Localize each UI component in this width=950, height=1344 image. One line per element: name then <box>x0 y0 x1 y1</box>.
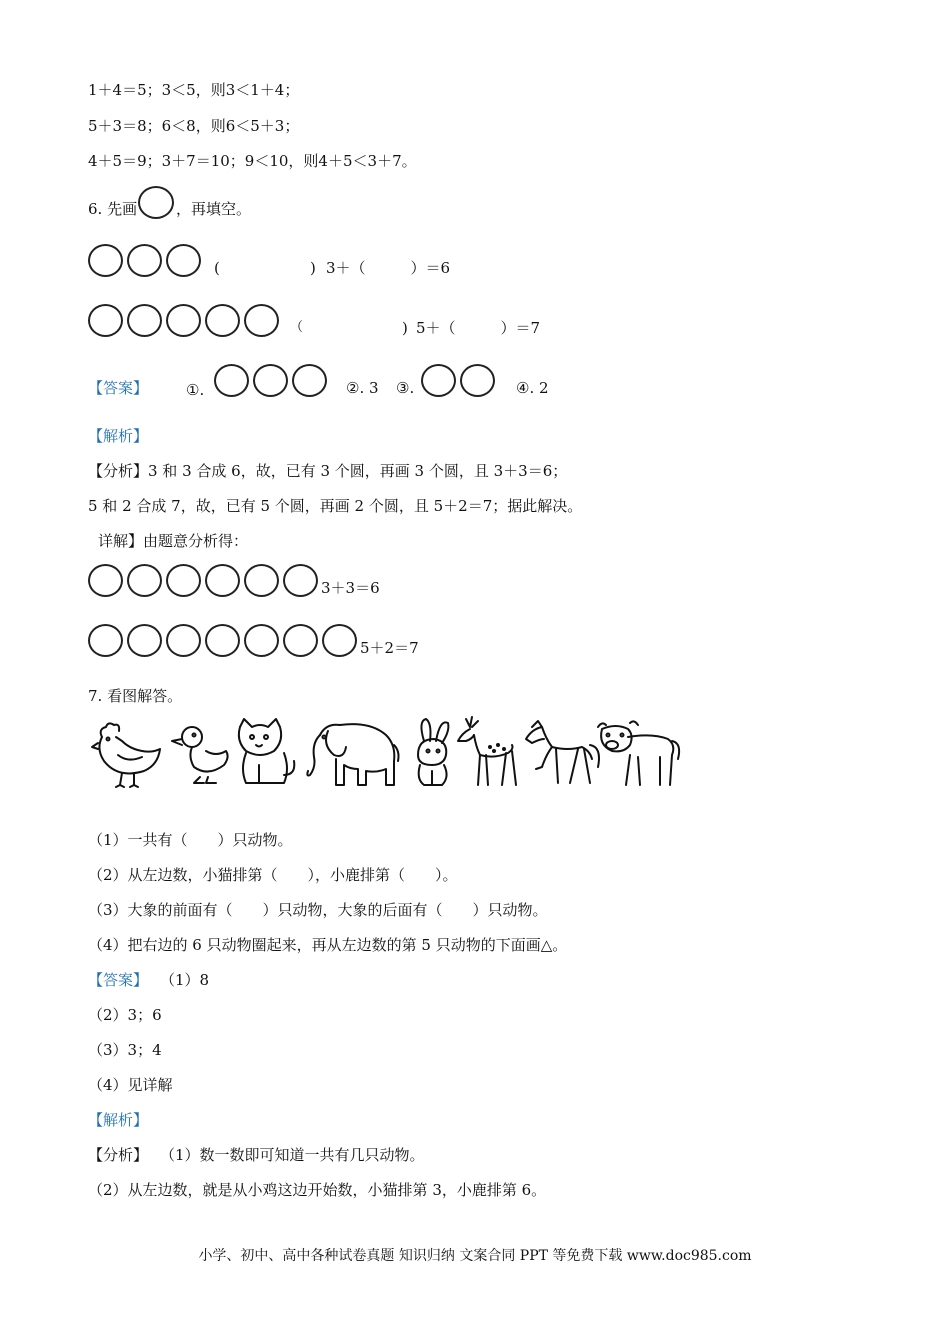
circle-shape-icon <box>166 624 201 657</box>
circle-shape-icon <box>88 304 123 337</box>
solution-line-3: 4＋5＝9；3＋7＝10；9＜10，则4＋5＜3＋7。 <box>88 152 417 170</box>
analysis-tag: 【分析】 <box>88 1146 149 1164</box>
circle-shape-icon <box>292 364 327 397</box>
elephant-icon <box>307 724 398 785</box>
circle-shape-icon <box>205 564 240 597</box>
circle-shape-icon <box>205 304 240 337</box>
analysis-line-2: 5 和 2 合成 7，故，已有 5 个圆，再画 2 个圆，且 5＋2＝7；据此解决。 <box>88 497 583 515</box>
solution-line-1: 1＋4＝5；3＜5，则3＜1＋4； <box>88 81 300 99</box>
q7-question-3: （3）大象的前面有（ ）只动物，大象的后面有（ ）只动物。 <box>88 901 548 919</box>
circle-shape-icon <box>460 364 495 397</box>
q7-question-4: （4）把右边的 6 只动物圈起来，再从左边数的第 5 只动物的下面画△。 <box>88 936 568 954</box>
chicken-icon <box>92 723 160 787</box>
q7-analysis-1: （1）数一数即可知道一共有几只动物。 <box>160 1146 425 1164</box>
q6-row2-expression: 5＋（ ）＝7 <box>416 319 541 337</box>
circle-shape-icon <box>244 304 279 337</box>
horse-icon <box>526 721 599 783</box>
circle-shape-icon <box>283 624 318 657</box>
duck-icon <box>172 727 228 783</box>
answer-tag: 【答案】 <box>88 971 149 989</box>
cat-icon <box>239 719 294 783</box>
jiexi-tag: 【解析】 <box>88 1111 149 1129</box>
circle-shape-icon <box>127 244 162 277</box>
circle-shape-icon <box>421 364 456 397</box>
circle-shape-icon <box>88 564 123 597</box>
q6-suffix: ，再填空。 <box>176 200 252 218</box>
answer-1-label: ①. <box>186 381 205 399</box>
equation-2: 5＋2＝7 <box>360 639 419 657</box>
circle-shape-icon <box>322 624 357 657</box>
circle-shape-icon <box>205 624 240 657</box>
q7-answer-2: （2）3；6 <box>88 1006 162 1024</box>
circle-shape-icon <box>88 244 123 277</box>
rabbit-icon <box>418 719 448 785</box>
q7-answer-1: （1）8 <box>160 971 210 989</box>
blank-close-paren: ) <box>402 319 408 337</box>
cow-icon <box>598 721 679 785</box>
solution-line-2: 5＋3＝8；6＜8，则6＜5＋3； <box>88 117 300 135</box>
q7-title: 7. 看图解答。 <box>88 687 183 705</box>
circle-shape-icon <box>88 624 123 657</box>
circle-shape-icon <box>166 244 201 277</box>
analysis-line-1: 【分析】3 和 3 合成 6，故，已有 3 个圆，再画 3 个圆，且 3＋3＝6； <box>88 462 568 480</box>
detail-line: 详解】由题意分析得： <box>98 532 249 550</box>
q6-prefix: 6. 先画 <box>88 200 138 218</box>
circle-shape-icon <box>127 564 162 597</box>
q7-analysis-2: （2）从左边数，就是从小鸡这边开始数，小猫排第 3，小鹿排第 6。 <box>88 1181 547 1199</box>
circle-shape-icon <box>244 624 279 657</box>
circle-shape-icon <box>283 564 318 597</box>
equation-1: 3＋3＝6 <box>321 579 380 597</box>
circle-shape-icon <box>166 304 201 337</box>
animal-illustration <box>88 715 688 795</box>
answer-2: ②. 3 <box>346 379 379 397</box>
blank-open-paren: （ <box>290 320 304 335</box>
circle-shape-icon <box>138 186 174 219</box>
circle-shape-icon <box>253 364 288 397</box>
circle-shape-icon <box>166 564 201 597</box>
q7-question-1: （1）一共有（ ）只动物。 <box>88 831 293 849</box>
circle-shape-icon <box>127 624 162 657</box>
q6-row1-expression: 3＋（ ）＝6 <box>326 259 451 277</box>
q7-answer-3: （3）3；4 <box>88 1041 162 1059</box>
circle-shape-icon <box>127 304 162 337</box>
answer-tag: 【答案】 <box>88 379 149 397</box>
blank-open-paren: ( <box>214 259 220 277</box>
blank-close-paren: ) <box>310 259 316 277</box>
deer-icon <box>458 717 516 785</box>
answer-3-label: ③. <box>396 379 415 397</box>
circle-shape-icon <box>214 364 249 397</box>
q7-answer-4: （4）见详解 <box>88 1076 173 1094</box>
q7-question-2: （2）从左边数，小猫排第（ ），小鹿排第（ ）。 <box>88 866 458 884</box>
circle-shape-icon <box>244 564 279 597</box>
page-footer: 小学、初中、高中各种试卷真题 知识归纳 文案合同 PPT 等免费下载 www.doc985.com <box>198 1248 752 1264</box>
answer-4: ④. 2 <box>516 379 549 397</box>
jiexi-tag: 【解析】 <box>88 427 149 445</box>
